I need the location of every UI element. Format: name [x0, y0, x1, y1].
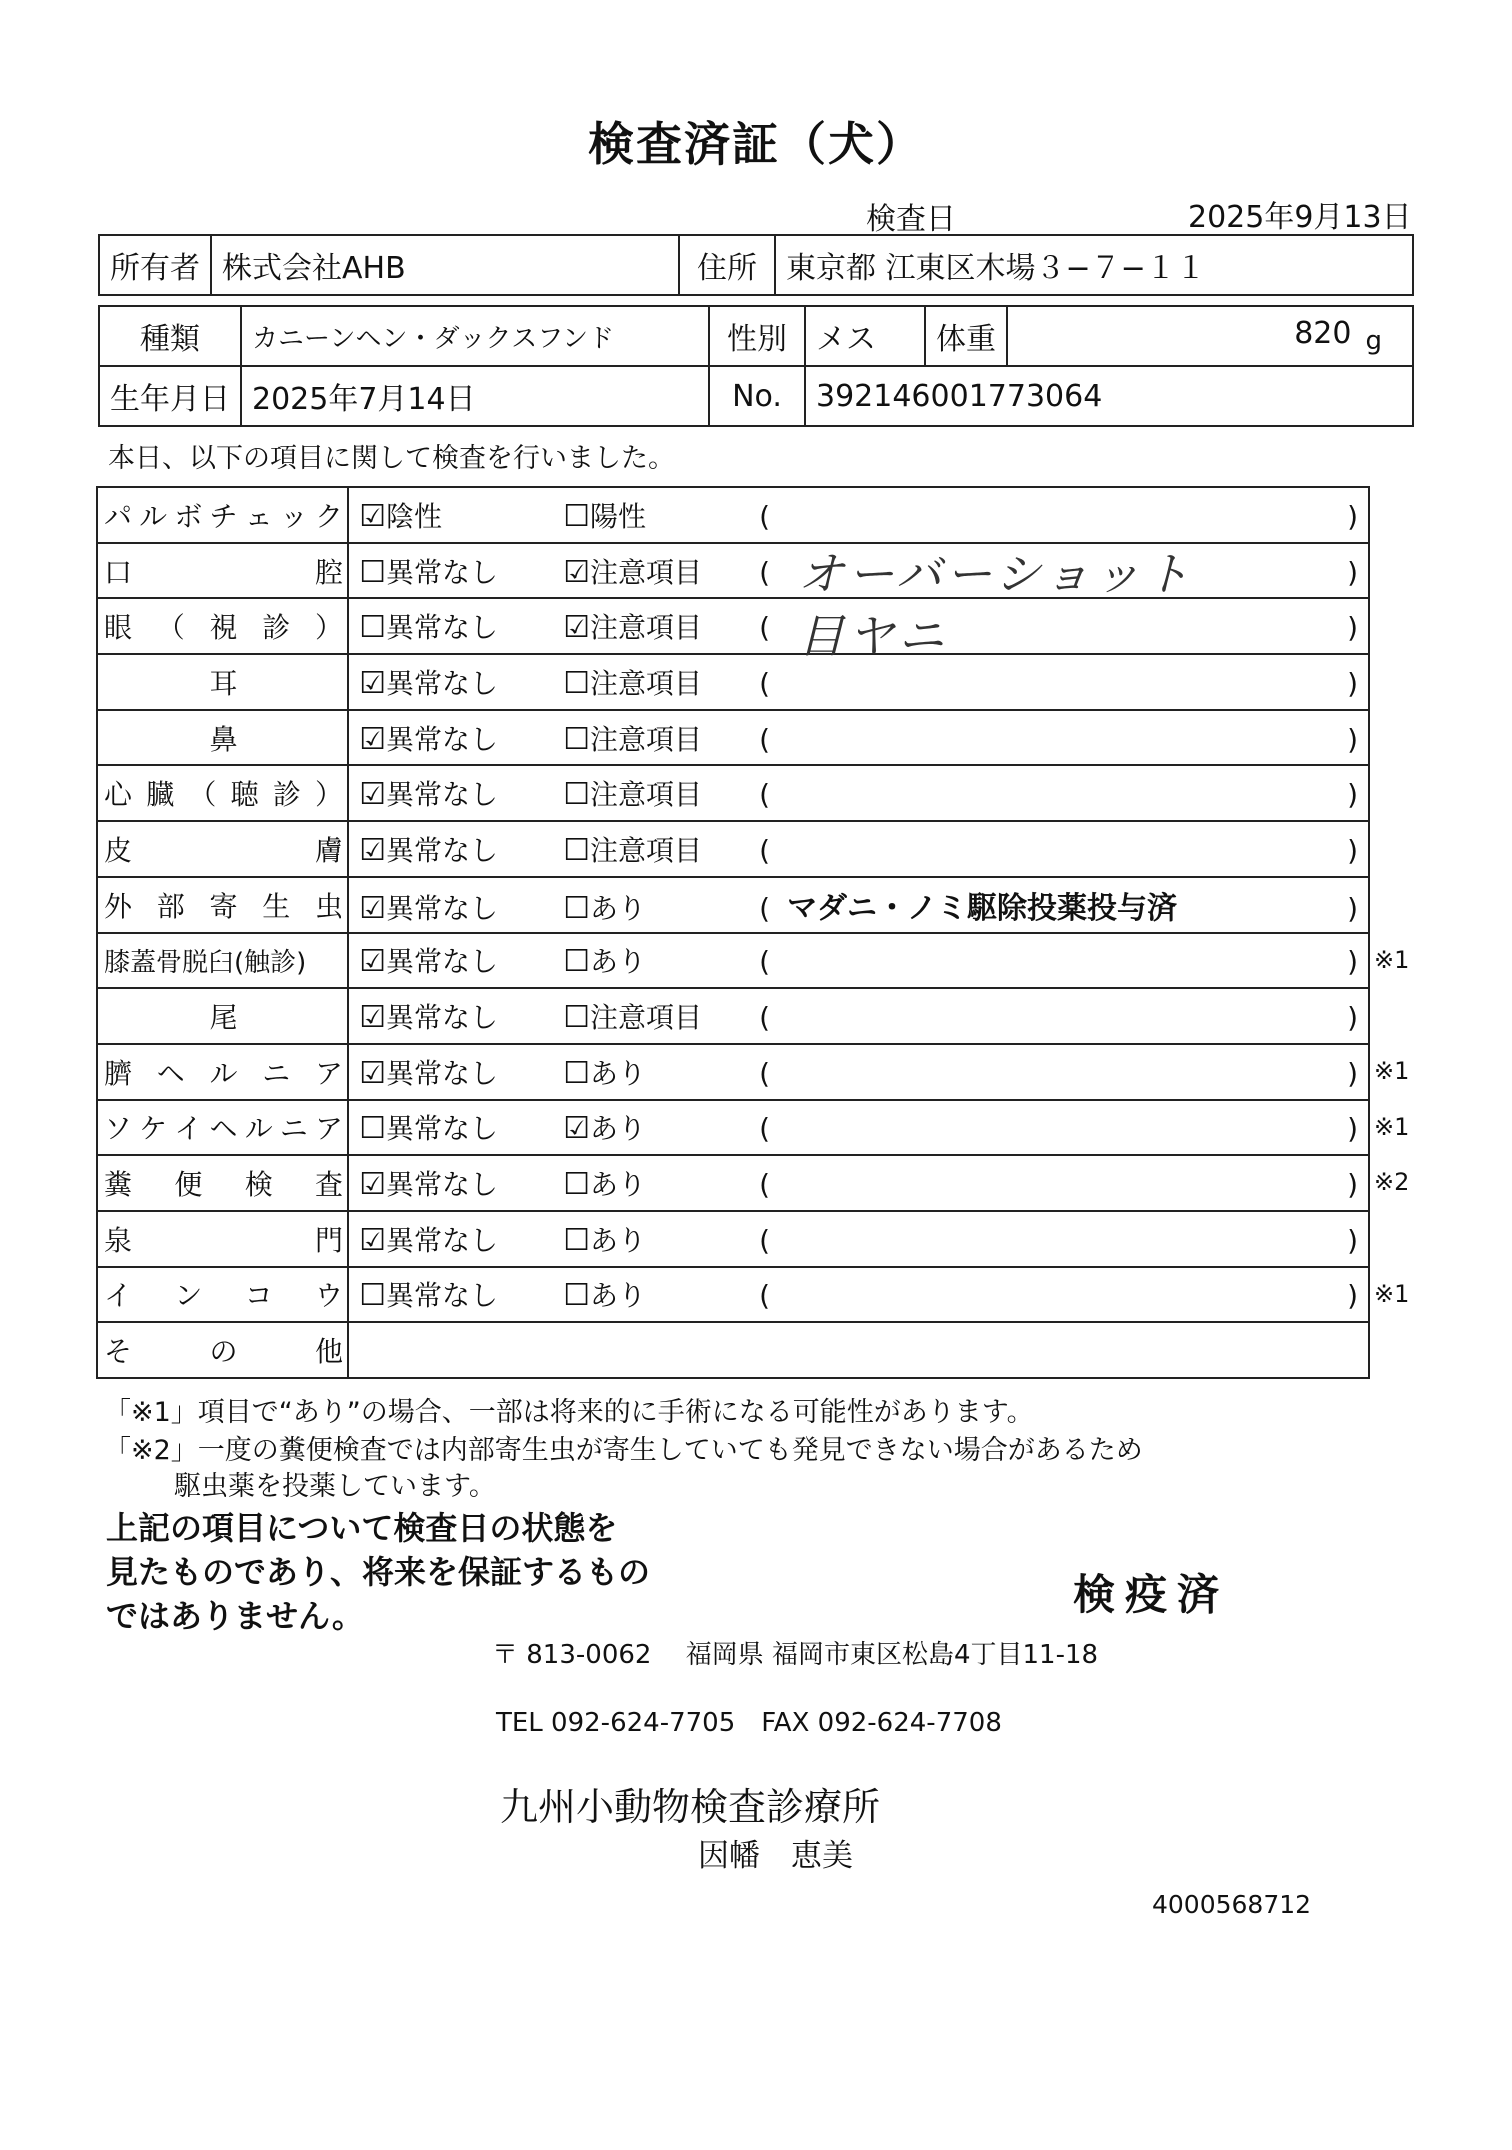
option-normal[interactable] [359, 887, 563, 927]
open-paren: ( [759, 1279, 770, 1313]
exam-item-label [97, 933, 348, 989]
checkbox-icon: ☐ [563, 665, 590, 701]
exam-item-char: ソ [104, 1112, 133, 1146]
checkbox-icon: ☐ [359, 554, 386, 590]
exam-item-char: ク [315, 499, 344, 533]
breed-label: 種類 [99, 306, 241, 366]
exam-row [97, 1211, 1369, 1267]
document-number: 4000568712 [1152, 1890, 1312, 1919]
checked-box-icon: ☑ [359, 777, 386, 813]
checked-box-icon: ☑ [359, 944, 386, 980]
checked-box-icon: ☑ [359, 1055, 386, 1091]
option-label: 注意項目 [589, 722, 702, 756]
exam-item-label [97, 487, 348, 543]
checkbox-icon: ☐ [563, 832, 590, 868]
option-label: 異常なし [385, 666, 498, 700]
footnote-mark: ※1 [1374, 945, 1410, 974]
option-normal[interactable] [359, 662, 563, 702]
open-paren: ( [759, 891, 770, 925]
option-attention[interactable] [563, 996, 759, 1036]
exam-options [348, 1322, 1369, 1378]
option-normal[interactable] [359, 1219, 563, 1259]
exam-row [97, 1100, 1369, 1156]
exam-item-char: ル [244, 1112, 273, 1146]
animal-info-table [98, 305, 1414, 427]
close-paren: ) [1347, 1001, 1358, 1035]
exam-item-text: 尾 [209, 1001, 238, 1035]
exam-item-label [97, 1322, 348, 1378]
exam-item-char: ル [209, 1056, 238, 1090]
option-attention[interactable] [563, 718, 759, 758]
option-normal[interactable] [359, 495, 563, 535]
exam-row [97, 710, 1369, 766]
option-label: あり [589, 891, 646, 925]
option-attention[interactable] [563, 1052, 759, 1092]
birth-value: 2025年7月14日 [241, 366, 709, 426]
address-value: 東京都 江東区木場３−７−１１ [775, 235, 1413, 295]
checked-box-icon: ☑ [359, 1222, 386, 1258]
exam-item-char: 診 [262, 611, 291, 645]
exam-item-label [97, 988, 348, 1044]
exam-item-char: 外 [104, 889, 133, 923]
option-label: 異常なし [385, 1112, 498, 1146]
checked-box-icon: ☑ [359, 665, 386, 701]
clinic-phone-fax: TEL 092-624-7705 FAX 092-624-7708 [496, 1708, 1002, 1738]
checkbox-icon: ☐ [563, 1222, 590, 1258]
exam-row [97, 988, 1369, 1044]
exam-item-char: 臍 [104, 1056, 133, 1090]
exam-options [348, 877, 1369, 933]
option-label: 注意項目 [589, 778, 702, 812]
exam-item-char: 生 [262, 889, 291, 923]
handwritten-note-eye-discharge: 目ヤニ [798, 609, 948, 663]
option-label: 異常なし [385, 1168, 498, 1202]
checkbox-icon: ☐ [359, 1111, 386, 1147]
option-label: あり [589, 1056, 646, 1090]
exam-item-char: 腔 [315, 555, 344, 589]
exam-item-char: 他 [315, 1335, 344, 1369]
exam-item-char: ン [174, 1279, 203, 1313]
close-paren: ) [1347, 1168, 1358, 1202]
checked-box-icon: ☑ [359, 890, 386, 926]
exam-item-char: ） [315, 778, 344, 812]
option-attention[interactable] [563, 606, 759, 646]
checked-box-icon: ☑ [563, 554, 590, 590]
sex-value: メス [805, 306, 925, 366]
clinic-address: 〒 813-0062 福岡県 福岡市東区松島4丁目11-18 [492, 1640, 1099, 1670]
option-normal[interactable] [359, 1274, 563, 1314]
close-paren: ) [1347, 1112, 1358, 1146]
exam-item-char: 口 [104, 555, 133, 589]
option-label: 異常なし [385, 833, 498, 867]
exam-item-char: ル [139, 499, 168, 533]
veterinarian-name: 因幡 恵美 [698, 1838, 853, 1874]
exam-item-char: イ [104, 1279, 133, 1313]
option-attention[interactable] [563, 1219, 759, 1259]
close-paren: ) [1347, 945, 1358, 979]
disclaimer-line-1: 上記の項目について検査日の状態を [106, 1509, 618, 1547]
exam-item-char: 膚 [315, 833, 344, 867]
exam-item-char: ア [315, 1056, 344, 1090]
open-paren: ( [759, 499, 770, 533]
checked-box-icon: ☑ [359, 832, 386, 868]
exam-item-char: ウ [315, 1279, 344, 1313]
exam-item-char: ヘ [156, 1056, 185, 1090]
exam-options [348, 710, 1369, 766]
exam-item-char: （ [188, 778, 217, 812]
exam-item-text: 耳 [209, 666, 238, 700]
checkbox-icon: ☐ [563, 1167, 590, 1203]
option-normal[interactable] [359, 718, 563, 758]
exam-item-char: 泉 [104, 1223, 133, 1257]
exam-item-char: 視 [209, 611, 238, 645]
option-normal[interactable] [359, 996, 563, 1036]
checkbox-icon: ☐ [563, 777, 590, 813]
checked-box-icon: ☑ [359, 1167, 386, 1203]
option-attention[interactable] [563, 887, 759, 927]
option-normal[interactable] [359, 1052, 563, 1092]
close-paren: ) [1347, 499, 1358, 533]
option-attention[interactable] [563, 1274, 759, 1314]
close-paren: ) [1347, 555, 1358, 589]
option-label: 注意項目 [589, 555, 702, 589]
footnote-2: 「※2」一度の糞便検査では内部寄生虫が寄生していても発見できない場合があるため [104, 1435, 1143, 1466]
exam-options [348, 988, 1369, 1044]
exam-item-char: イ [174, 1112, 203, 1146]
open-paren: ( [759, 778, 770, 812]
exam-options [348, 821, 1369, 877]
exam-item-char: 糞 [104, 1168, 133, 1202]
exam-item-char: コ [244, 1279, 273, 1313]
exam-item-label [97, 654, 348, 710]
option-label: 異常なし [385, 555, 498, 589]
intro-text: 本日、以下の項目に関して検査を行いました。 [108, 443, 675, 474]
exam-row [97, 1044, 1369, 1100]
open-paren: ( [759, 1223, 770, 1257]
exam-row [97, 1155, 1369, 1211]
exam-item-char: 眼 [104, 611, 133, 645]
open-paren: ( [759, 666, 770, 700]
option-attention[interactable] [563, 495, 759, 535]
checked-box-icon: ☑ [359, 1000, 386, 1036]
clinic-name: 九州小動物検査診療所 [500, 1785, 881, 1829]
option-normal[interactable] [359, 1107, 563, 1147]
checkbox-icon: ☐ [359, 1278, 386, 1314]
exam-item-char: 心 [104, 778, 133, 812]
exam-item-label [97, 821, 348, 877]
exam-options [348, 487, 1369, 543]
exam-row [97, 821, 1369, 877]
open-paren: ( [759, 833, 770, 867]
footnote-mark: ※1 [1374, 1057, 1410, 1085]
number-label: No. [709, 366, 805, 426]
option-normal[interactable] [359, 1163, 563, 1203]
open-paren: ( [759, 722, 770, 756]
exam-table [96, 486, 1370, 1379]
exam-item-char: ケ [139, 1112, 168, 1146]
option-normal[interactable] [359, 829, 563, 869]
sex-label: 性別 [709, 306, 805, 366]
birth-label: 生年月日 [99, 366, 241, 426]
weight-unit: g [1365, 326, 1382, 356]
exam-item-char: ニ [279, 1112, 308, 1146]
checked-box-icon: ☑ [563, 1111, 590, 1147]
exam-item-char: パ [104, 499, 133, 533]
exam-item-char: ボ [174, 499, 203, 533]
owner-value: 株式会社AHB [211, 235, 679, 295]
exam-item-label [97, 1267, 348, 1323]
exam-item-char: 皮 [104, 833, 133, 867]
option-label: 注意項目 [589, 1001, 702, 1035]
option-label: あり [589, 1223, 646, 1257]
option-attention[interactable] [563, 829, 759, 869]
exam-date-label: 検査日 [866, 202, 956, 237]
option-normal[interactable] [359, 773, 563, 813]
exam-item-char: 虫 [315, 889, 344, 923]
option-label: 注意項目 [589, 833, 702, 867]
disclaimer-line-2: 見たものであり、将来を保証するもの [106, 1553, 651, 1591]
close-paren: ) [1347, 722, 1358, 756]
footnote-mark: ※1 [1374, 1112, 1410, 1141]
breed-value: カニーンヘン・ダックスフンド [241, 306, 709, 366]
checkbox-icon: ☐ [563, 1055, 590, 1091]
option-normal[interactable] [359, 606, 563, 646]
weight-cell [1007, 306, 1413, 366]
exam-row [97, 1267, 1369, 1323]
option-attention[interactable] [563, 1163, 759, 1203]
checked-box-icon: ☑ [359, 498, 386, 534]
quarantine-stamp: 検疫済 [1073, 1570, 1230, 1619]
exam-item-char: 検 [244, 1168, 273, 1202]
close-paren: ) [1347, 833, 1358, 867]
disclaimer [106, 1506, 650, 1638]
handwritten-note-overshot: オーバーショット [798, 547, 1194, 601]
exam-options [348, 1211, 1369, 1267]
option-label: 異常なし [385, 945, 498, 979]
exam-options [348, 1100, 1369, 1156]
option-label: あり [589, 1112, 646, 1146]
footnote-2-cont: 駆虫薬を投薬しています。 [174, 1471, 496, 1502]
weight-value: 820 [1294, 316, 1352, 351]
exam-item-char: 膝蓋骨脱臼(触診) [104, 947, 307, 978]
option-label: 異常なし [385, 1279, 498, 1313]
close-paren: ) [1347, 1223, 1358, 1257]
exam-item-char: 部 [156, 889, 185, 923]
checkbox-icon: ☐ [563, 890, 590, 926]
exam-options [348, 1155, 1369, 1211]
exam-item-char: 臓 [146, 778, 175, 812]
exam-item-char: ） [315, 611, 344, 645]
weight-label: 体重 [925, 306, 1007, 366]
open-paren: ( [759, 945, 770, 979]
exam-row [97, 654, 1369, 710]
checkbox-icon: ☐ [563, 1278, 590, 1314]
exam-row [97, 487, 1369, 543]
exam-item-char: 査 [315, 1168, 344, 1202]
option-label: 異常なし [385, 891, 498, 925]
exam-item-char: 診 [272, 778, 301, 812]
owner-label: 所有者 [99, 235, 211, 295]
exam-item-label [97, 710, 348, 766]
exam-row [97, 598, 1369, 654]
exam-item-label [97, 1100, 348, 1156]
option-label: 陽性 [589, 499, 646, 533]
exam-item-char: 寄 [209, 889, 238, 923]
option-label: 異常なし [385, 1056, 498, 1090]
open-paren: ( [759, 1168, 770, 1202]
option-label: 異常なし [385, 1223, 498, 1257]
number-value: 392146001773064 [805, 366, 1413, 426]
option-attention[interactable] [563, 940, 759, 980]
close-paren: ) [1347, 1056, 1358, 1090]
option-label: 異常なし [385, 722, 498, 756]
checkbox-icon: ☐ [563, 1000, 590, 1036]
exam-options [348, 1267, 1369, 1323]
exam-row [97, 765, 1369, 821]
exam-item-label [97, 877, 348, 933]
close-paren: ) [1347, 666, 1358, 700]
exam-note: マダニ・ノミ駆除投薬投与済 [787, 890, 1178, 926]
close-paren: ) [1347, 611, 1358, 645]
exam-item-label [97, 1044, 348, 1100]
exam-item-char: ェ [244, 499, 273, 533]
exam-item-char: （ [156, 611, 185, 645]
exam-item-char: ッ [279, 499, 308, 533]
exam-item-char: ヘ [209, 1112, 238, 1146]
exam-item-char: ア [315, 1112, 344, 1146]
exam-row [97, 933, 1369, 989]
checkbox-icon: ☐ [359, 610, 386, 646]
open-paren: ( [759, 1001, 770, 1035]
exam-row [97, 877, 1369, 933]
exam-item-char: の [209, 1335, 238, 1369]
option-attention[interactable] [563, 662, 759, 702]
footnote-1: 「※1」項目で“あり”の場合、一部は将来的に手術になる可能性があります。 [104, 1397, 1034, 1428]
exam-item-label [97, 598, 348, 654]
exam-options [348, 765, 1369, 821]
disclaimer-line-3: ではありません。 [106, 1597, 364, 1635]
option-attention[interactable] [563, 551, 759, 591]
close-paren: ) [1347, 1279, 1358, 1313]
exam-item-text: 鼻 [209, 722, 238, 756]
close-paren: ) [1347, 891, 1358, 925]
checked-box-icon: ☑ [563, 610, 590, 646]
close-paren: ) [1347, 778, 1358, 812]
option-attention[interactable] [563, 773, 759, 813]
exam-item-char: ニ [262, 1056, 291, 1090]
option-label: 注意項目 [589, 666, 702, 700]
checkbox-icon: ☐ [563, 944, 590, 980]
exam-item-char: 聴 [230, 778, 259, 812]
certificate-title: 検査済証（犬） [588, 117, 924, 171]
checked-box-icon: ☑ [359, 721, 386, 757]
checkbox-icon: ☐ [563, 498, 590, 534]
open-paren: ( [759, 555, 770, 589]
exam-item-char: そ [104, 1335, 133, 1369]
exam-item-char: チ [209, 499, 238, 533]
exam-item-label [97, 543, 348, 599]
exam-options [348, 1044, 1369, 1100]
option-normal[interactable] [359, 940, 563, 980]
address-label: 住所 [679, 235, 775, 295]
option-label: 異常なし [385, 611, 498, 645]
exam-item-label [97, 1155, 348, 1211]
exam-item-label [97, 1211, 348, 1267]
exam-item-char: 門 [315, 1223, 344, 1257]
exam-item-char: 便 [174, 1168, 203, 1202]
exam-row [97, 1322, 1369, 1378]
option-label: 陰性 [385, 499, 442, 533]
option-label: あり [589, 945, 646, 979]
exam-item-label [97, 765, 348, 821]
option-label: あり [589, 1279, 646, 1313]
option-label: あり [589, 1168, 646, 1202]
footnote-mark: ※2 [1374, 1168, 1410, 1197]
owner-info-table [98, 234, 1414, 296]
option-label: 異常なし [385, 1001, 498, 1035]
exam-date-value: 2025年9月13日 [1188, 200, 1412, 235]
option-attention[interactable] [563, 1107, 759, 1147]
checkbox-icon: ☐ [563, 721, 590, 757]
option-normal[interactable] [359, 551, 563, 591]
open-paren: ( [759, 1056, 770, 1090]
open-paren: ( [759, 1112, 770, 1146]
footnote-mark: ※1 [1374, 1279, 1410, 1308]
exam-options [348, 933, 1369, 989]
option-label: 異常なし [385, 778, 498, 812]
option-label: 注意項目 [589, 611, 702, 645]
open-paren: ( [759, 611, 770, 645]
